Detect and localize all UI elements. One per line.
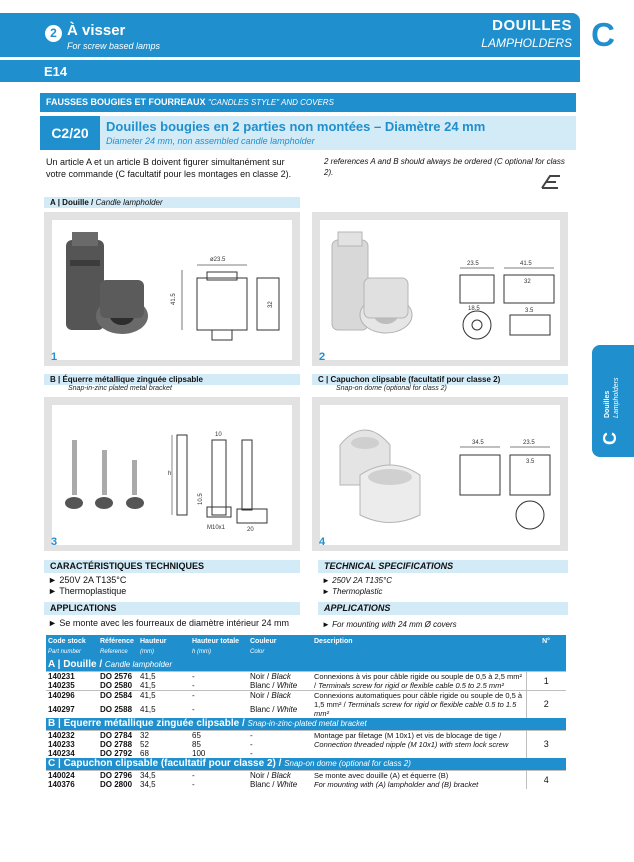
cell-total-height: - (190, 672, 248, 682)
panel-number: 1 (51, 351, 58, 363)
panel-number: 2 (319, 351, 326, 363)
desc-en: For mounting with (A) lampholder and (B) bracket (314, 780, 479, 789)
product-title: Douilles bougies en 2 parties non montées – Diamètre 24 mm (106, 119, 486, 134)
color-en: Black (271, 771, 291, 780)
base-band (0, 60, 580, 82)
col-header-en: Reference (100, 649, 128, 655)
cell-color (248, 691, 312, 705)
part-a-header (44, 197, 300, 208)
desc-fr: Se monte avec douille (A) et équerre (B) (314, 771, 449, 780)
col-header: Code stock (48, 638, 86, 645)
color-en: Black (271, 691, 291, 700)
table-row (46, 731, 566, 741)
cell-ref: DO 2576 (98, 672, 138, 682)
cell-height: 52 (140, 740, 149, 749)
product-subtitle: Diameter 24 mm, non assembled candle lampholder (106, 136, 315, 146)
group-label: B | Équerre métallique zinguée clipsable / (48, 718, 245, 729)
side-tab-letter: C (600, 432, 620, 445)
cell-code: 140376 (48, 780, 75, 789)
panel-3 (44, 397, 300, 551)
cell-ref: DO 2588 (100, 704, 133, 714)
cell-number: 1 (526, 672, 566, 691)
col-header-en: (mm) (140, 649, 154, 655)
dim-label: 3.5 (526, 459, 535, 465)
dim-label: 18.5 (468, 306, 480, 312)
application-text: For mounting with 24 mm Ø covers (332, 620, 457, 629)
cell-description (312, 771, 526, 790)
cell-color: - (250, 749, 253, 758)
cell-ref: DO 2796 (98, 771, 138, 781)
cell-code: 140234 (48, 749, 75, 758)
cell-code: 140024 (46, 771, 98, 781)
part-c-label: C | Capuchon clipsable (facultatif pour classe 2) (318, 375, 501, 384)
table-row (46, 691, 566, 705)
cell-color (248, 771, 312, 781)
dim-label: ø23.5 (210, 257, 226, 263)
spec-text: Thermoplastic (332, 587, 383, 596)
group-label: A | Douille / (48, 659, 103, 670)
cell-code: 140235 (48, 681, 75, 690)
panel-1 (44, 212, 300, 366)
color-fr: Blanc / (250, 780, 275, 789)
col-header-en: Part number (48, 649, 82, 655)
col-header: Référence (100, 638, 134, 645)
cell-ref: DO 2792 (100, 749, 133, 758)
cell-height: 34,5 (140, 780, 156, 789)
cell-code: 140231 (46, 672, 98, 682)
color-en: Black (271, 672, 291, 681)
col-header-en: h (mm) (192, 649, 211, 655)
desc-fr: Connexions automatiques pour câble rigide ou souple de 0,5 à 1,5 mm² / (314, 691, 523, 709)
cell-ref: DO 2580 (100, 681, 133, 690)
section-number-badge: 2 (45, 25, 62, 42)
part-a-label-en: Candle lampholder (95, 198, 163, 207)
spec-item: ► Thermoplastique (48, 586, 127, 596)
spec-item: ► 250V 2A T135°C (48, 575, 127, 585)
lampholder-drawing-2 (320, 220, 560, 360)
cell-ref: DO 2800 (100, 780, 133, 789)
cell-color (248, 681, 312, 691)
cell-number: 2 (526, 691, 566, 719)
group-row-c (46, 758, 566, 771)
enec-icon (540, 174, 562, 190)
desc-en: Connection threaded nipple (M 10x1) with stem lock screw (314, 740, 509, 749)
dim-label: 41.5 (171, 293, 177, 305)
cell-color (248, 780, 312, 789)
cell-code: 140233 (48, 740, 75, 749)
application-en: ► For mounting with 24 mm Ø covers (322, 620, 457, 629)
color-en: White (276, 704, 298, 714)
certification-mark (540, 174, 562, 193)
product-code: C2/20 (40, 116, 100, 150)
panel-number: 4 (319, 536, 326, 548)
color-fr: Noir / (250, 771, 270, 780)
cell-color: - (250, 740, 253, 749)
page-title: À visser (67, 22, 126, 39)
section-title-en: "CANDLES STYLE" AND COVERS (208, 98, 334, 107)
spec-text: 250V 2A T135°C (332, 576, 392, 585)
chapter-letter: C (591, 16, 615, 53)
applications-en-title: APPLICATIONS (318, 602, 568, 615)
section-title-fr: FAUSSES BOUGIES ET FOURREAUX (46, 97, 206, 107)
part-b-header (44, 374, 300, 385)
cell-description (312, 672, 526, 691)
spec-text: 250V 2A T135°C (59, 575, 127, 585)
col-header: Couleur (250, 638, 277, 645)
application-fr: ► Se monte avec les fourreaux de diamètre intérieur 24 mm (48, 618, 290, 628)
cell-height: 68 (140, 749, 149, 758)
col-header: N° (542, 638, 550, 645)
dim-label: 3.5 (525, 308, 534, 314)
spec-text: Thermoplastique (59, 586, 127, 596)
cell-total-height: - (192, 780, 195, 789)
panel-4 (312, 397, 568, 551)
specs-fr-list (44, 575, 300, 597)
specs-fr-title: CARACTÉRISTIQUES TECHNIQUES (44, 560, 300, 573)
table-row (46, 771, 566, 781)
desc-fr: Connexions à vis pour câble rigide ou souple de 0,5 à 2,5 mm² / (314, 672, 523, 690)
color-fr: Noir / (250, 672, 270, 681)
desc-fr: Montage par filetage (M 10x1) et vis de blocage de tige / (314, 731, 502, 740)
cell-code: 140232 (46, 731, 98, 741)
side-tab-label-en: Lampholders (613, 377, 620, 418)
cell-description (312, 731, 526, 759)
dim-label: 34.5 (472, 440, 484, 446)
part-c-header (312, 374, 568, 385)
bracket-drawing (52, 405, 292, 545)
cell-height: 41,5 (140, 681, 156, 690)
part-a-label: A | Douille / (50, 198, 94, 207)
panel-2 (312, 212, 568, 366)
cell-ref: DO 2584 (98, 691, 138, 705)
col-header: Hauteur (140, 638, 167, 645)
cell-total-height: - (192, 704, 195, 714)
group-label-en: Snap-on dome (optional for class 2) (284, 759, 411, 768)
lampholder-drawing-1 (52, 220, 292, 360)
dim-label: 23.5 (467, 261, 479, 267)
specs-en-title: TECHNICAL SPECIFICATIONS (318, 560, 568, 573)
dim-label: 32 (268, 301, 274, 308)
col-header-en: Color (250, 649, 265, 655)
cell-number: 3 (526, 731, 566, 759)
dim-label: 32 (524, 279, 531, 285)
section-title (46, 97, 334, 107)
desc-en: Terminals screw for rigid or flexible cable 0.5 to 2.5 mm² (318, 681, 504, 690)
intro-text-fr: Un article A et un article B doivent figurer simultanément sur votre commande (C facultatif pour les montages en classe 2). (46, 157, 292, 179)
cell-number: 4 (526, 771, 566, 790)
color-en: White (276, 780, 298, 789)
dim-label: M10x1 (207, 525, 226, 531)
applications-fr-title: APPLICATIONS (44, 602, 300, 615)
spec-item: ► 250V 2A T135°C (322, 576, 392, 585)
page-subtitle: For screw based lamps (67, 41, 161, 51)
cell-description (312, 691, 526, 719)
specs-en-list (318, 575, 568, 597)
table-header-row-en (46, 646, 566, 659)
dim-label: 10.5 (198, 493, 204, 505)
group-label-en: Snap-in-zinc-plated metal bracket (247, 719, 367, 728)
side-tab-label-fr: Douilles (604, 390, 611, 418)
group-row-b (46, 718, 566, 731)
intro-text-en: 2 references A and B should always be ordered (C optional for class 2). (324, 157, 565, 177)
cell-total-height: - (192, 681, 195, 690)
category-subtitle: LAMPHOLDERS (481, 36, 572, 50)
cell-color (248, 672, 312, 682)
table-row (46, 672, 566, 682)
cell-total-height: 65 (190, 731, 248, 741)
cell-total-height: 100 (192, 749, 206, 758)
desc-en: Terminals screw for rigid or flexible cable 0.5 to 1.5 mm² (314, 700, 517, 718)
dome-drawing (320, 405, 560, 545)
dim-label: 23.5 (523, 440, 535, 446)
cell-height: 34,5 (138, 771, 190, 781)
category-title: DOUILLES (492, 17, 572, 34)
dim-label: 20 (247, 527, 254, 533)
spec-item: ► Thermoplastic (322, 587, 383, 596)
cell-total-height: 85 (192, 740, 201, 749)
cell-ref: DO 2784 (98, 731, 138, 741)
product-table (46, 635, 566, 789)
dim-label: 10 (215, 432, 222, 438)
color-en: White (276, 681, 298, 690)
cell-color: - (248, 731, 312, 741)
group-label: C | Capuchon clipsable (facultatif pour classe 2) / (48, 758, 282, 769)
cell-height: 41,5 (138, 691, 190, 705)
cell-height: 41,5 (138, 672, 190, 682)
cell-height: 41,5 (140, 704, 156, 714)
part-b-label-en: Snap-in-zinc plated metal bracket (68, 385, 172, 392)
base-label: E14 (44, 64, 68, 79)
dim-label: h (168, 471, 172, 477)
cell-code: 140297 (48, 704, 75, 714)
cell-code: 140296 (46, 691, 98, 705)
cell-total-height: - (190, 771, 248, 781)
cell-total-height: - (190, 691, 248, 705)
col-header: Hauteur totale (192, 638, 240, 645)
cell-height: 32 (138, 731, 190, 741)
group-row-a (46, 659, 566, 672)
col-header: Description (314, 638, 353, 645)
group-label-en: Candle lampholder (104, 660, 173, 669)
panel-number: 3 (51, 536, 58, 548)
application-text: Se monte avec les fourreaux de diamètre intérieur 24 mm (59, 618, 290, 628)
color-fr: Blanc / (250, 704, 275, 714)
color-fr: Noir / (250, 691, 270, 700)
part-b-label: B | Équerre métallique zinguée clipsable (50, 375, 203, 384)
cell-color (248, 705, 312, 718)
cell-ref: DO 2788 (100, 740, 133, 749)
dim-label: 41.5 (520, 261, 532, 267)
color-fr: Blanc / (250, 681, 275, 690)
table-header-row (46, 635, 566, 646)
part-c-label-en: Snap-on dome (optional for class 2) (336, 385, 447, 392)
